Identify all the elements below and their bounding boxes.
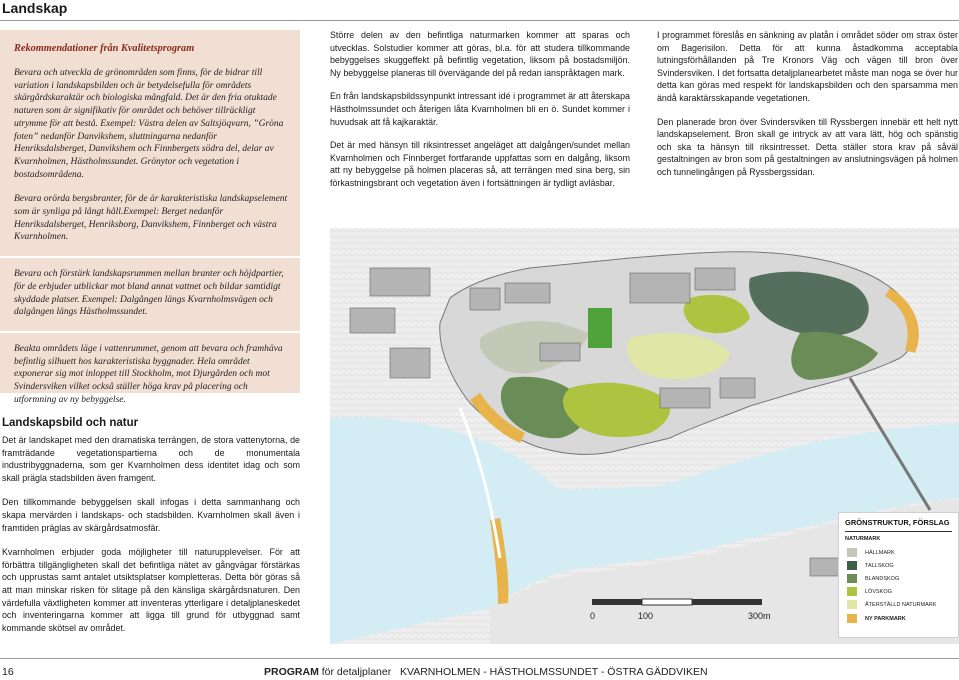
legend-swatch [847, 574, 857, 583]
page-heading: Landskap [2, 0, 68, 16]
right-text-column [657, 29, 958, 190]
body-paragraph: Den planerade bron över Svindersviken till Ryssbergen innebär ett helt nytt landskapselement. Bron skall ge intryck av att vara lätt, hög och spänstig och ska ta hänsyn till riksintresset. Detta ställer stora krav på såväl gestaltningen av bron som på gestaltningen av anslutningsvägen på holmen och tunnelingången på Ryssbergssidan. [657, 116, 958, 177]
scale-label: 300m [748, 611, 771, 621]
top-divider [0, 20, 959, 21]
legend-label: TALLSKOG [865, 562, 894, 569]
scale-graphic [590, 597, 790, 609]
legend-label: BLANDSKOG [865, 575, 900, 582]
body-paragraph: Den tillkommande bebyggelsen skall infogas i detta sammanhang och skapa mervärden i landskaps- och stadsbilden. Kvarnholmen skall även i framtiden präglas av skärgårdsatmosfär. [2, 497, 300, 533]
legend-label: NY PARKMARK [865, 615, 906, 622]
legend-label: HÄLLMARK [865, 549, 895, 556]
legend-label: ÅTERSTÄLLD NATURMARK [865, 601, 937, 608]
legend-label: LÖVSKOG [865, 588, 892, 595]
legend-item [845, 546, 952, 559]
recommendation-paragraph: Bevara och utveckla de grönområden som finns, för de bidrar till variation i landskapsbilden och är betydelsefulla för områdets skärgårdskaraktär och biologiska mångfald. Det är den fria otuktade naturen som är signifikativ för området och behöver tillräckligt utrymme för att bestå. Exempel: Västra delen av Saltsjöqvarn, ”Gröna foten” nedanför Danvikshem, sluttningarna nedanför Henriksdalsberget, Danvikshem och Finnbergets södra del, delar av Kvarnholmen, Hästholmssundet. Grönytor och vegetation i bostadsområdena. [14, 68, 284, 180]
footer-program-word: PROGRAM [264, 666, 319, 678]
legend-subtitle: NATURMARK [845, 536, 881, 542]
body-paragraph: Det är med hänsyn till riksintresset angeläget att dalgången/sundet mellan Kvarnholmen och Finnberget fortfarande uppfattas som en dalgång, liksom att ny bebyggelse på holmen placeras så, att terrängen med sina berg, sin förkastningsbrant och vegetation även i fortsättningen är tydligt avläsbar. [330, 140, 630, 188]
legend-item [845, 585, 952, 598]
recommendations-separator [0, 256, 300, 258]
page-number: 16 [2, 666, 14, 678]
legend-item [845, 559, 952, 572]
recommendations-title: Rekommendationer från Kvalitetsprogram [14, 43, 195, 54]
lovskog-area [588, 308, 612, 348]
legend-swatch [847, 561, 857, 570]
map-legend [838, 512, 959, 638]
body-paragraph: Större delen av den befintliga naturmarken kommer att sparas och utvecklas. Solstudier kommer att göras, bl.a. för att studera tillkommande bebyggelses skuggeffekt på befintlig vegetation, liksom på bostadsmiljön. Ny bebyggelse planeras till övervägande del på redan ianspråktagen mark. [330, 30, 630, 78]
legend-item [845, 572, 952, 585]
bottom-divider [0, 658, 959, 659]
body-paragraph: Det är landskapet med den dramatiska terrängen, de stora vattenytorna, de framträdande vegetationspartierna och de monumentala industribyggnaderna, som ger Kvarnholmen dess identitet idag och som skall prägla stadsbilden även framgent. [2, 435, 300, 483]
legend-swatch [847, 614, 857, 623]
landskapsbild-body [2, 434, 300, 646]
legend-swatch [847, 587, 857, 596]
recommendations-box [0, 30, 300, 405]
scale-label: 100 [638, 611, 654, 621]
footer-program-rest: för detaljplaner KVARNHOLMEN - HÄSTHOLMSSUNDET - ÖSTRA GÄDDVIKEN [318, 666, 708, 678]
body-paragraph: En från landskapsbildssynpunkt intressant idé i programmet är att återskapa Hästholmssundet och återigen låta Kvarnholmen bli en ö. Sundet kommer i huvudsak att få kajkaraktär. [330, 91, 630, 127]
recommendation-paragraph: Bevara orörda bergsbranter, för de är karakteristiska landskapselement som är synliga på långt håll.Exempel: Berget nedanför Henriksdalsberget, Henriksborg, Danvikshem, Finnberget och västra Kvarnholmen. [14, 194, 288, 243]
legend-swatch [847, 548, 857, 557]
scale-label: 0 [590, 611, 596, 621]
section-title-landskapsbild: Landskapsbild och natur [2, 417, 139, 429]
recommendations-separator [0, 331, 300, 333]
recommendation-paragraph: Bevara och förstärk landskapsrummen mellan branter och höjdpartier, för de erbjuder utblickar mot bland annat vattnet och bildar samtidigt skyddade platser. Exempel: Dalgången längs Kvarnholmsvägen och dalgången längs Hästholmssundet. [14, 269, 284, 318]
scale-bar [590, 597, 790, 637]
legend-swatch [847, 600, 857, 609]
middle-text-column [330, 29, 630, 201]
body-paragraph: Kvarnholmen erbjuder goda möjligheter till naturupplevelser. För att förbättra tillgängligheten skall det befintliga nätet av gångvägar förstärkas och upprustas samt antalet utsiktsplatser kompletteras. Detta bör göras så att man minskar risken för slitage på den känsliga skärgårdsnaturen. Den värdefulla växtligheten kommer att inventeras ytterligare i detaljplaneskedet och inventeringarna kommer att ligga till grund för utbyggnad samt kommande skötsel av området. [2, 547, 300, 633]
body-paragraph: I programmet föreslås en sänkning av platån i området söder om strax öster om Bagerisilon. Detta för att kunna åstadkomma acceptabla lutningsförhållanden på Tre Kronors Väg och vägen till bron över Svindersviken. I det fortsatta detaljplanearbetet måste man noga se över hur detta kan göras med respekt för landskapsbilden och den sparsamma men ändå karaktärsskapande vegetationen. [657, 30, 958, 103]
legend-item [845, 598, 952, 611]
footer-title [264, 666, 708, 678]
recommendation-paragraph: Beakta områdets läge i vattenrummet, genom att bevara och framhäva befintlig silhuett hos karakteristiska byggnader. Hela området exponerar sig mot inloppet till Stockholm, mot Djurgården och mot Svindersviken vilket också ställer höga krav på placering och utformning av ny bebyggelse. [14, 343, 283, 405]
legend-item [845, 612, 952, 625]
legend-title: GRÖNSTRUKTUR, FÖRSLAG [845, 518, 952, 532]
